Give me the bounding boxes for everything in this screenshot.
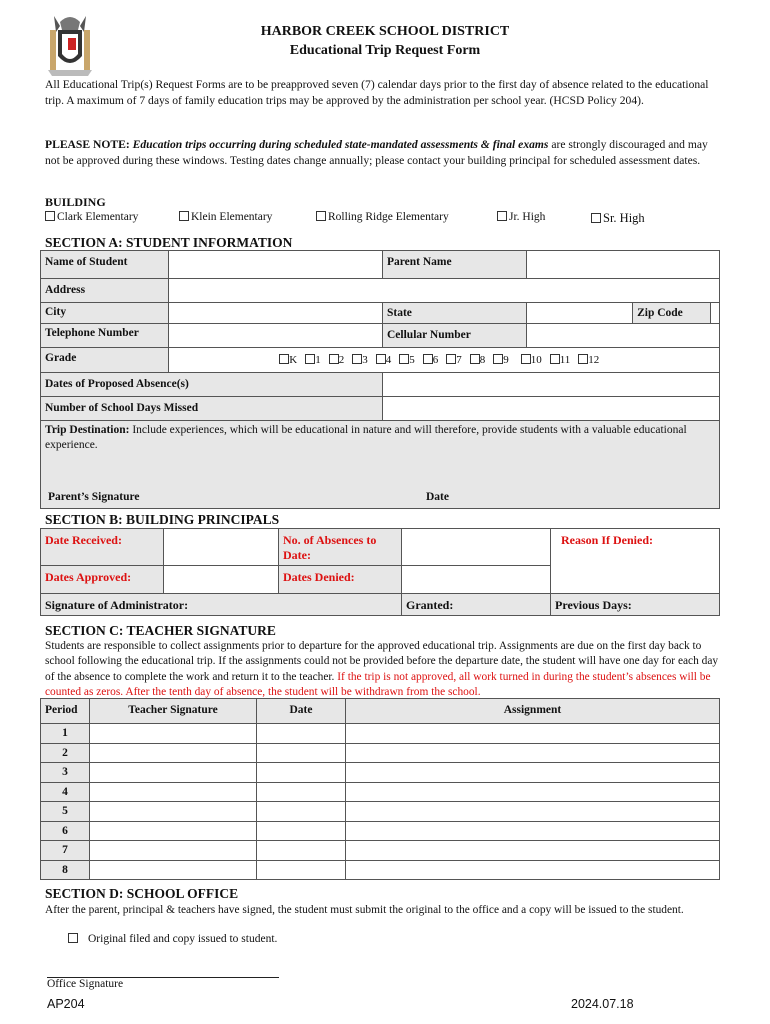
period-number: 5	[41, 802, 90, 822]
building-option-sr-high[interactable]: Sr. High	[591, 211, 645, 226]
admin-signature-label: Signature of Administrator:	[45, 598, 189, 612]
teacher-signature-header: Teacher Signature	[90, 699, 257, 724]
assignment-cell[interactable]	[346, 782, 720, 802]
section-a-title: SECTION A: STUDENT INFORMATION	[45, 235, 293, 250]
admin-signature-field[interactable]	[41, 594, 402, 616]
parent-name-field[interactable]	[526, 251, 719, 279]
address-label: Address	[41, 279, 169, 303]
grade-option-4[interactable]: 4	[376, 354, 392, 366]
period-number: 7	[41, 841, 90, 861]
date-received-label: Date Received:	[41, 529, 164, 566]
reason-denied-field[interactable]	[551, 529, 720, 594]
state-field[interactable]	[526, 303, 632, 324]
period-row	[41, 724, 720, 744]
parent-name-label: Parent Name	[383, 251, 527, 279]
grade-checkbox-list	[279, 354, 715, 366]
date-received-field[interactable]	[164, 529, 279, 566]
building-option-rolling-ridge[interactable]: Rolling Ridge Elementary	[316, 211, 449, 223]
teacher-signature-cell[interactable]	[90, 743, 257, 763]
period-row	[41, 743, 720, 763]
zip-field[interactable]	[711, 303, 720, 324]
grade-label: Grade	[41, 348, 169, 373]
previous-days-field[interactable]	[551, 594, 720, 616]
principal-table	[40, 528, 720, 616]
period-number: 1	[41, 724, 90, 744]
teacher-signature-cell[interactable]	[90, 821, 257, 841]
period-row	[41, 860, 720, 880]
period-row	[41, 841, 720, 861]
period-row	[41, 763, 720, 783]
section-d-title: SECTION D: SCHOOL OFFICE	[45, 886, 239, 901]
grade-option-1[interactable]: 1	[305, 354, 321, 366]
intro-text: All Educational Trip(s) Request Forms are to be preapproved seven (7) calendar days prior to the first day of absence related to the educational trip. A maximum of 7 days of family education trips may be approved by the administration per school year. (HCSD Policy 204).	[45, 78, 709, 107]
teacher-signature-cell[interactable]	[90, 763, 257, 783]
assignment-cell[interactable]	[346, 841, 720, 861]
date-header: Date	[257, 699, 346, 724]
period-row	[41, 782, 720, 802]
date-cell[interactable]	[257, 841, 346, 861]
city-field[interactable]	[169, 303, 383, 324]
period-row	[41, 802, 720, 822]
telephone-label: Telephone Number	[41, 324, 169, 348]
num-absences-field[interactable]	[402, 529, 551, 566]
assignment-cell[interactable]	[346, 860, 720, 880]
grade-option-11[interactable]: 11	[550, 354, 571, 366]
date-cell[interactable]	[257, 802, 346, 822]
assignment-header: Assignment	[346, 699, 720, 724]
section-c-title: SECTION C: TEACHER SIGNATURE	[45, 623, 276, 638]
parent-date-label: Date	[426, 491, 449, 503]
grade-option-5[interactable]: 5	[399, 354, 415, 366]
office-signature-label: Office Signature	[47, 978, 124, 990]
period-number: 8	[41, 860, 90, 880]
dates-absence-field[interactable]	[383, 373, 720, 397]
teacher-signature-cell[interactable]	[90, 782, 257, 802]
period-number: 2	[41, 743, 90, 763]
trip-destination-label: Trip Destination:	[45, 424, 130, 436]
dates-approved-field[interactable]	[164, 566, 279, 594]
section-c-text	[45, 639, 725, 700]
period-row	[41, 821, 720, 841]
name-of-student-field[interactable]	[169, 251, 383, 279]
city-label: City	[41, 303, 169, 324]
period-number: 3	[41, 763, 90, 783]
assignment-cell[interactable]	[346, 743, 720, 763]
teacher-signature-cell[interactable]	[90, 724, 257, 744]
section-c-warning: If the trip is not approved, all work turned in during the student’s absences will be counted as zeros. After the tenth day of absence, the student will be withdrawn from the school.	[45, 670, 711, 698]
form-code: AP204	[47, 997, 85, 1011]
zip-label: Zip Code	[633, 303, 711, 324]
form-title: Educational Trip Request Form	[289, 43, 481, 58]
date-cell[interactable]	[257, 743, 346, 763]
num-absences-label: No. of Absences to Date:	[279, 529, 402, 566]
cellular-label: Cellular Number	[383, 324, 527, 348]
previous-days-label: Previous Days:	[555, 598, 632, 612]
assignment-cell[interactable]	[346, 724, 720, 744]
trip-destination-help: Include experiences, which will be educational in nature and will therefore, provide students with a valuable educational experience.	[45, 424, 687, 451]
dates-approved-label: Dates Approved:	[41, 566, 164, 594]
section-c-instructions: Students are responsible to collect assignments prior to departure for the approved educational trip. Assignments are due on the first day back to school following the educational trip. If the assignments could not be provided before the departure date, the student will have one day for each day of the absence to complete the work and return it to the teacher.	[45, 640, 719, 683]
date-cell[interactable]	[257, 782, 346, 802]
assignment-cell[interactable]	[346, 821, 720, 841]
grade-option-10[interactable]: 10	[521, 354, 542, 366]
teacher-signature-cell[interactable]	[90, 860, 257, 880]
building-label: BUILDING	[45, 195, 106, 209]
note-rest: are strongly discouraged and may not be approved during these windows. Testing dates change annually; please contact your building principal for scheduled assessment dates.	[45, 138, 708, 167]
section-d-text: After the parent, principal & teachers have signed, the student must submit the original to the office and a copy will be issued to the student.	[45, 904, 684, 916]
building-option-jr-high[interactable]: Jr. High	[497, 211, 545, 223]
district-name: HARBOR CREEK SCHOOL DISTRICT	[260, 24, 510, 39]
trip-destination-field[interactable]	[41, 421, 720, 509]
teacher-signature-table	[40, 698, 720, 880]
period-header: Period	[41, 699, 90, 724]
grade-option-9[interactable]: 9	[493, 354, 509, 366]
please-note	[45, 137, 725, 168]
building-option-klein[interactable]: Klein Elementary	[179, 211, 272, 223]
form-date: 2024.07.18	[571, 997, 634, 1011]
days-missed-field[interactable]	[383, 397, 720, 421]
dates-denied-label: Dates Denied:	[279, 566, 402, 594]
original-filed-label: Original filed and copy issued to student.	[88, 933, 278, 945]
cellular-field[interactable]	[526, 324, 719, 348]
assignment-cell[interactable]	[346, 802, 720, 822]
date-cell[interactable]	[257, 860, 346, 880]
period-number: 4	[41, 782, 90, 802]
reason-denied-label: Reason If Denied:	[561, 533, 653, 547]
note-emphasis: Education trips occurring during scheduled state-mandated assessments & final exams	[132, 138, 549, 151]
date-cell[interactable]	[257, 724, 346, 744]
grade-option-k[interactable]: K	[279, 354, 297, 366]
grade-option-7[interactable]: 7	[446, 354, 462, 366]
building-option-clark[interactable]: Clark Elementary	[45, 211, 138, 223]
date-cell[interactable]	[257, 821, 346, 841]
date-cell[interactable]	[257, 763, 346, 783]
grade-option-2[interactable]: 2	[329, 354, 345, 366]
granted-field[interactable]	[402, 594, 551, 616]
period-number: 6	[41, 821, 90, 841]
parent-signature-label: Parent’s Signature	[48, 491, 140, 503]
teacher-signature-cell[interactable]	[90, 841, 257, 861]
telephone-field[interactable]	[169, 324, 383, 348]
address-field[interactable]	[169, 279, 720, 303]
section-b-title: SECTION B: BUILDING PRINCIPALS	[45, 512, 280, 527]
grade-option-3[interactable]: 3	[352, 354, 368, 366]
dates-absence-label: Dates of Proposed Absence(s)	[41, 373, 383, 397]
grade-option-12[interactable]: 12	[578, 354, 599, 366]
grade-option-8[interactable]: 8	[470, 354, 486, 366]
state-label: State	[383, 303, 527, 324]
assignment-cell[interactable]	[346, 763, 720, 783]
teacher-signature-cell[interactable]	[90, 802, 257, 822]
grade-options	[169, 348, 720, 373]
name-of-student-label: Name of Student	[41, 251, 169, 279]
grade-option-6[interactable]: 6	[423, 354, 439, 366]
original-filed-checkbox[interactable]	[68, 933, 277, 945]
note-lead: PLEASE NOTE:	[45, 138, 130, 151]
granted-label: Granted:	[406, 598, 454, 612]
days-missed-label: Number of School Days Missed	[41, 397, 383, 421]
dates-denied-field[interactable]	[402, 566, 551, 594]
student-info-table	[40, 250, 720, 509]
